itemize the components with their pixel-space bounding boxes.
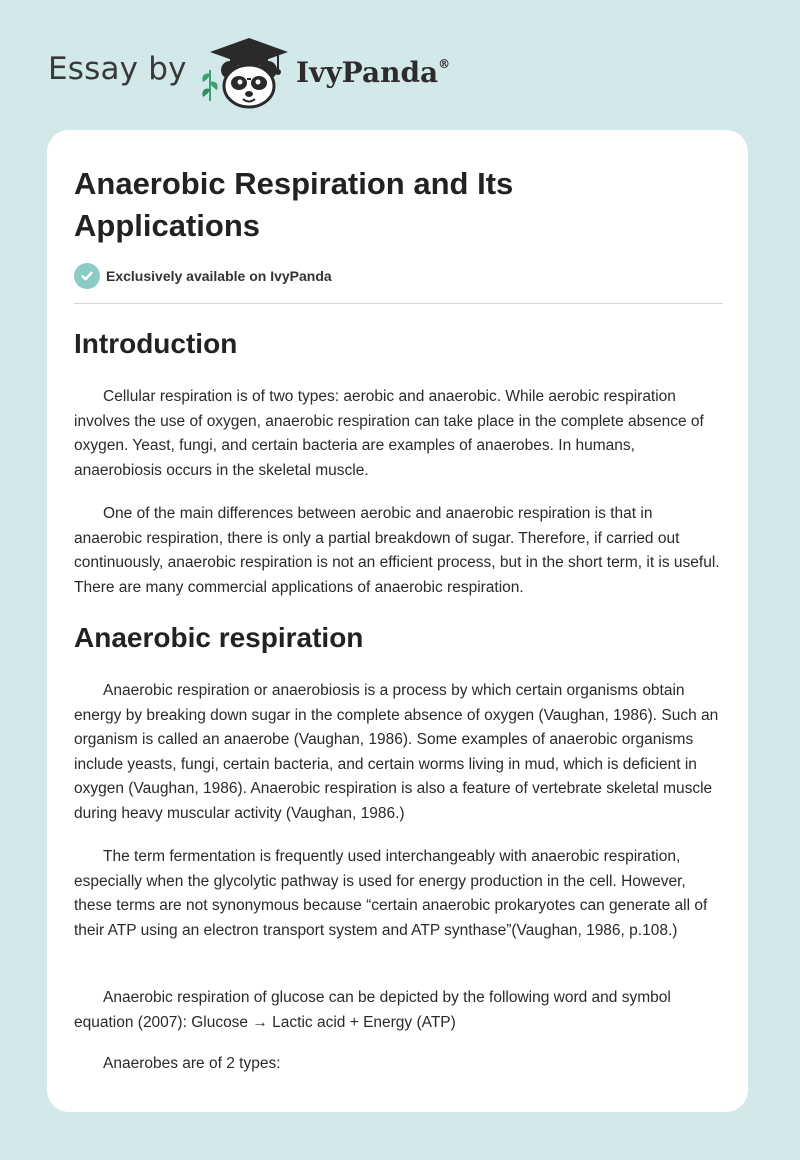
panda-logo-icon — [206, 36, 292, 110]
brand-name: IvyPanda® — [296, 56, 451, 89]
essay-title: Anaerobic Respiration and Its Applications — [74, 166, 514, 243]
essay-card — [47, 130, 748, 1112]
paragraph: One of the main differences between aerobic and anaerobic respiration is that in anaerobic respiration, there is only a partial breakdown of sugar. Therefore, if carried out continuously, anaerobic respiration is not an efficient process, but in the short term, it is useful. There are many commercial applications of anaerobic respiration. — [74, 505, 720, 596]
paragraph: Anaerobic respiration or anaerobiosis is a process by which certain organisms obtain energy by breaking down sugar in the complete absence of oxygen (Vaughan, 1986). Such an organism is called an anaerobe (Vaughan, 1986). Some examples of anaerobic organisms include yeasts, fungi, certain bacteria, and certain worms living in mud, which is deficient in oxygen (Vaughan, 1986). Anaerobic respiration is also a feature of vertebrate skeletal muscle during heavy muscular activity (Vaughan, 1986.) — [74, 682, 719, 822]
paragraph: Cellular respiration is of two types: aerobic and anaerobic. While aerobic respiration involves the use of oxygen, anaerobic respiration can take place in the complete absence of oxygen. Yeast, fungi, and certain bacteria are examples of anaerobes. In humans, anaerobiosis occurs in the skeletal muscle. — [74, 388, 704, 479]
paragraph: The term fermentation is frequently used interchangeably with anaerobic respiration, especially when the glycolytic pathway is used for energy production in the cell. However, these terms are not synonymous because “certain anaerobic prokaryotes can generate all of their ATP using an electron transport system and ATP synthase”(Vaughan, 1986, p.108.) — [74, 848, 708, 939]
divider — [74, 303, 723, 304]
exclusive-notice — [74, 263, 332, 289]
brand-header — [48, 30, 488, 110]
check-icon — [74, 263, 100, 289]
section-heading: Anaerobic respiration — [74, 622, 364, 653]
paragraph: Anaerobes are of 2 types: — [103, 1055, 281, 1072]
section-heading: Introduction — [74, 328, 238, 359]
paragraph: Anaerobic respiration of glucose can be depicted by the following word and symbol equation (2007): Glucose → Lactic acid + Energy (ATP) — [74, 989, 671, 1031]
exclusive-label: Exclusively available on IvyPanda — [106, 268, 332, 284]
brand-prefix: Essay by — [48, 51, 187, 87]
